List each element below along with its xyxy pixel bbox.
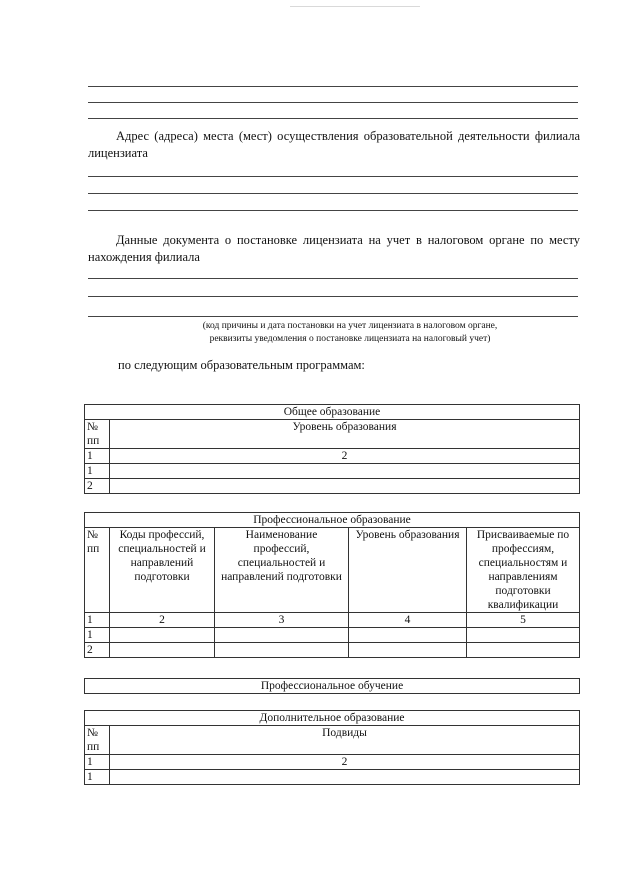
empty-cell[interactable]: [215, 643, 349, 658]
blank-line[interactable]: [88, 296, 578, 297]
col-qualification-header: Присваиваемые по профессиям, специальностям и направлениям подготовки квалификации: [467, 528, 580, 613]
blank-line[interactable]: [88, 316, 578, 317]
index-cell: 1: [85, 449, 110, 464]
blank-line[interactable]: [88, 86, 578, 87]
col-num-header: [85, 420, 110, 449]
footnote-line: (код причины и дата постановки на учет лицензиата в налоговом органе,: [202, 321, 498, 331]
col-names-header: Наименование профессий, специальностей и направлений подготовки: [215, 528, 349, 613]
row-number: 1: [85, 464, 110, 479]
index-cell: 3: [215, 613, 349, 628]
address-paragraph: Адрес (адреса) места (мест) осуществления образовательной деятельности филиала лицензиата: [88, 129, 580, 160]
tax-paragraph: Данные документа о постановке лицензиата на учет в налоговом органе по месту нахождения филиала: [88, 233, 580, 264]
tax-footnote: [150, 320, 550, 346]
empty-cell[interactable]: [110, 479, 580, 494]
empty-cell[interactable]: [110, 464, 580, 479]
empty-cell[interactable]: [215, 628, 349, 643]
row-number: 2: [85, 643, 110, 658]
empty-cell[interactable]: [349, 628, 467, 643]
empty-cell[interactable]: [349, 643, 467, 658]
index-cell: 2: [110, 449, 580, 464]
empty-cell[interactable]: [110, 770, 580, 785]
index-cell: 4: [349, 613, 467, 628]
index-cell: 1: [85, 755, 110, 770]
index-cell: 5: [467, 613, 580, 628]
table-title: Дополнительное образование: [85, 711, 580, 726]
empty-cell[interactable]: [467, 643, 580, 658]
row-number: 1: [85, 770, 110, 785]
blank-line[interactable]: [88, 193, 578, 194]
programs-lead: по следующим образовательным программам:: [118, 358, 365, 372]
blank-line[interactable]: [88, 176, 578, 177]
scan-artifact: [290, 6, 420, 7]
professional-training-table: [84, 678, 580, 694]
table-title: Общее образование: [85, 405, 580, 420]
col-level-header: Уровень образования: [349, 528, 467, 613]
empty-cell[interactable]: [467, 628, 580, 643]
row-number: 2: [85, 479, 110, 494]
col-codes-header: Коды профессий, специальностей и направлений подготовки: [110, 528, 215, 613]
index-cell: 1: [85, 613, 110, 628]
blank-line[interactable]: [88, 102, 578, 103]
index-cell: 2: [110, 755, 580, 770]
footnote-line: реквизиты уведомления о постановке лицензиата на налоговый учет): [209, 334, 491, 344]
col-num-label: №: [87, 529, 98, 541]
professional-education-table: [84, 512, 580, 658]
empty-cell[interactable]: [110, 628, 215, 643]
row-number: 1: [85, 628, 110, 643]
col-num-label-2: пп: [87, 435, 100, 447]
col-num-label-2: пп: [87, 741, 100, 753]
index-cell: 2: [110, 613, 215, 628]
blank-line[interactable]: [88, 118, 578, 119]
table-title: Профессиональное обучение: [85, 679, 580, 694]
blank-line[interactable]: [88, 278, 578, 279]
col-num-header: [85, 726, 110, 755]
table-title: Профессиональное образование: [85, 513, 580, 528]
additional-education-table: [84, 710, 580, 785]
col-num-label-2: пп: [87, 543, 100, 555]
col-num-header: [85, 528, 110, 613]
blank-line[interactable]: [88, 210, 578, 211]
col-num-label: №: [87, 421, 98, 433]
col-num-label: №: [87, 727, 98, 739]
col-subtypes-header: Подвиды: [110, 726, 580, 755]
empty-cell[interactable]: [110, 643, 215, 658]
col-level-header: Уровень образования: [110, 420, 580, 449]
general-education-table: [84, 404, 580, 494]
